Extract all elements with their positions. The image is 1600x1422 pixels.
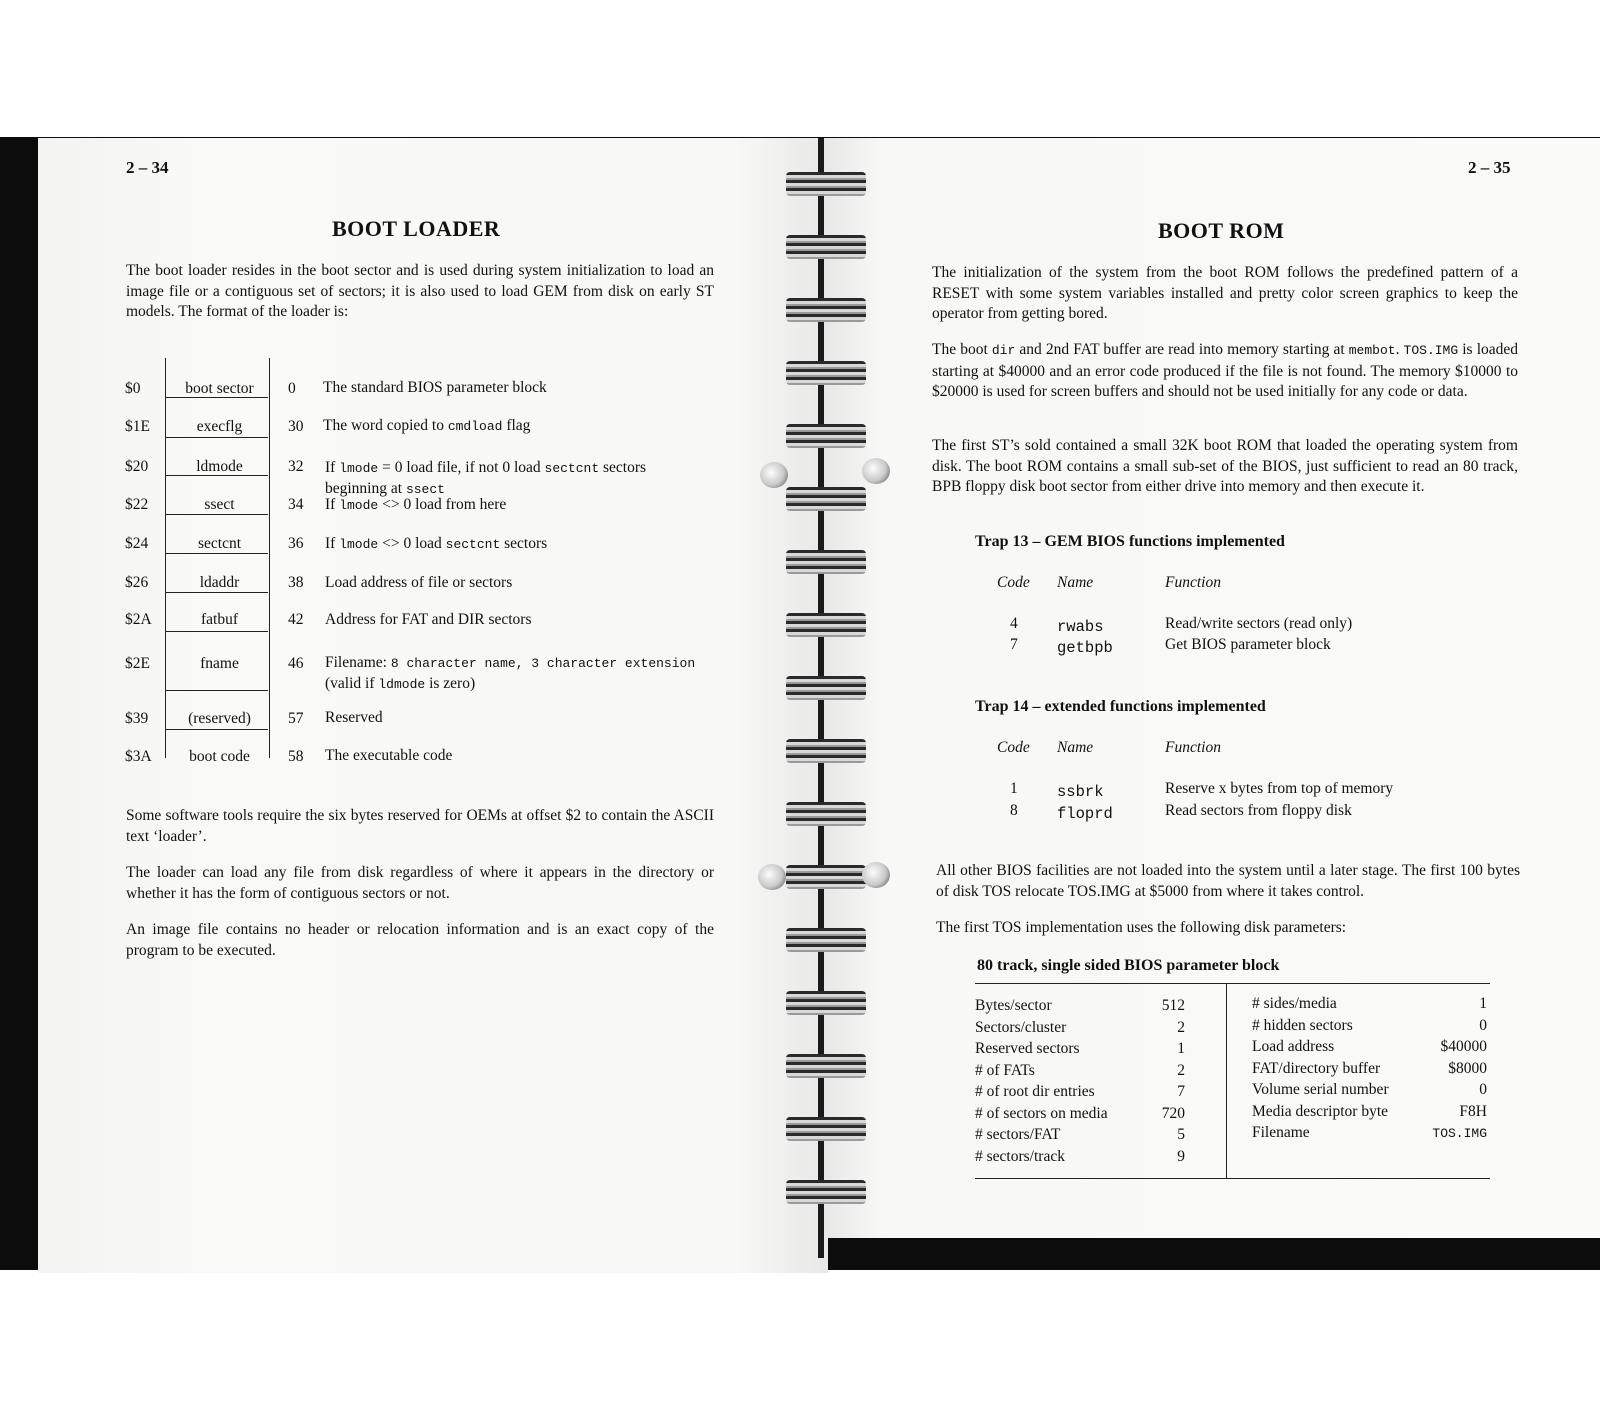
table-row (125, 645, 725, 692)
desc-code: 8 character name, 3 character extension (390, 656, 696, 671)
row-offset: $22 (125, 496, 149, 513)
spiral-coil (786, 550, 866, 574)
desc-code: sectcnt (544, 461, 600, 476)
bpb-label: # of sectors on media (975, 1104, 1108, 1122)
spiral-coil (786, 172, 866, 196)
spiral-coil (786, 928, 866, 952)
para-code: TOS.IMG (1403, 343, 1459, 358)
bpb-heading: 80 track, single sided BIOS parameter block (977, 957, 1280, 974)
desc-code: cmdload (447, 419, 503, 434)
trap14-function-name: floprd (1057, 805, 1113, 823)
boot-loader-intro: The boot loader resides in the boot sector and is used during system initialization to load an image file or a contiguous set of sectors; it is also used to load GEM from disk on early ST models. The format of the loader is: (126, 262, 714, 320)
para-code: dir (991, 343, 1016, 358)
bpb-value: 1 (1479, 995, 1487, 1012)
page-number-right: 2 – 35 (1468, 158, 1511, 177)
bpb-value: 2 (1177, 1018, 1185, 1036)
spiral-coil (786, 1117, 866, 1141)
desc-text: <> 0 load from here (378, 496, 507, 513)
para-text: is loaded starting at $40000 and an error code produced if the file is not found. The memory $10000 to $20000 is used for screen buffers and should not be used initially for any code or data. (932, 341, 1519, 400)
table-row (125, 740, 725, 778)
spiral-coil (786, 1054, 866, 1078)
spiral-coil (786, 487, 866, 511)
trap13-header-function: Function (1165, 574, 1221, 591)
bpb-param (1252, 995, 1487, 1017)
bpb-param (975, 1040, 1185, 1062)
oem-paragraph: Some software tools require the six bytes reserved for OEMs at offset $2 to contain the ASCII text ‘loader’. (126, 807, 714, 845)
binding-hole (862, 862, 890, 888)
spiral-coil (786, 361, 866, 385)
table-row (125, 702, 725, 740)
row-description (325, 495, 725, 516)
desc-text: flag (502, 417, 531, 434)
binding-hole (862, 458, 890, 484)
bpb-param (975, 1062, 1185, 1084)
row-offset: $26 (125, 574, 149, 591)
row-field-name: ldaddr (199, 574, 240, 591)
desc-code: ldmode (378, 677, 426, 692)
row-decimal: 34 (288, 496, 304, 513)
desc-text: Filename: (325, 654, 391, 671)
row-offset: $39 (125, 710, 149, 727)
row-offset: $20 (125, 458, 149, 475)
bpb-value: 7 (1177, 1083, 1185, 1100)
bpb-param (975, 1126, 1185, 1148)
spiral-coil (786, 676, 866, 700)
para-text: The boot (932, 341, 992, 358)
row-field-name: boot sector (185, 380, 254, 397)
desc-text: sectors (500, 535, 548, 552)
bpb-value: 5 (1177, 1126, 1185, 1143)
table-row (125, 488, 725, 526)
bpb-bottom-rule (975, 1178, 1490, 1179)
boot-rom-paragraph-1: The initialization of the system from the boot ROM follows the predefined pattern of a RESET with some system variables installed and pretty color screen graphics to keep the operator from getting bored. (932, 264, 1518, 322)
row-decimal: 58 (288, 748, 304, 765)
desc-text: is zero) (425, 675, 476, 692)
trap13-code: 7 (1010, 636, 1018, 653)
image-file-paragraph: An image file contains no header or relocation information and is an exact copy of the program to be executed. (126, 921, 714, 959)
desc-code: lmode (339, 461, 379, 476)
bpb-param (975, 1019, 1185, 1041)
row-field-name: fname (200, 655, 239, 672)
spiral-coil (786, 865, 866, 889)
row-offset: $2E (125, 655, 150, 672)
boot-rom-paragraph-3: The first ST’s sold contained a small 32K boot ROM that loaded the operating system from disk. The boot ROM contains a small sub-set of the BIOS, just sufficient to read an 80 track, BPB floppy disk boot sector from either drive into memory and then execute it. (932, 437, 1518, 495)
table-row (125, 603, 725, 641)
bpb-value: TOS.IMG (1432, 1126, 1487, 1141)
trap14-header-code: Code (997, 739, 1030, 756)
bpb-value: 0 (1479, 1081, 1487, 1098)
bpb-value: 720 (1161, 1104, 1185, 1122)
desc-code: lmode (339, 537, 379, 552)
desc-text: (valid if (325, 675, 379, 692)
bpb-value: 9 (1177, 1147, 1185, 1165)
spiral-coil (786, 739, 866, 763)
spiral-coil (786, 298, 866, 322)
bpb-label: # sectors/track (975, 1147, 1065, 1165)
desc-text: If (325, 535, 340, 552)
binding-hole (760, 462, 788, 488)
trap14-function-desc: Reserve x bytes from top of memory (1165, 780, 1394, 797)
bpb-param (1252, 1017, 1487, 1039)
table-row (125, 372, 725, 410)
bpb-label: Load address (1252, 1038, 1335, 1055)
row-decimal: 32 (288, 458, 304, 475)
desc-text: If (325, 459, 340, 476)
bpb-param (975, 1083, 1185, 1105)
bpb-label: # of root dir entries (975, 1083, 1095, 1100)
bpb-label: # of FATs (975, 1061, 1035, 1079)
bios-facilities-paragraph: All other BIOS facilities are not loaded into the system until a later stage. The first 100 bytes of disk TOS relocate TOS.IMG at $5000 from where it takes control. (936, 862, 1520, 900)
trap13-header-code: Code (997, 574, 1030, 591)
row-decimal: 38 (288, 574, 304, 591)
desc-code: lmode (339, 498, 379, 513)
trap13-function-desc: Get BIOS parameter block (1165, 636, 1331, 653)
trap14-heading: Trap 14 – extended functions implemented (975, 698, 1266, 715)
spiral-coil (786, 613, 866, 637)
bpb-value: $40000 (1440, 1038, 1487, 1055)
row-field-name: sectcnt (197, 535, 242, 552)
table-row (125, 450, 725, 497)
para-text: and 2nd FAT buffer are read into memory starting at (1015, 341, 1349, 358)
row-description: The standard BIOS parameter block (323, 379, 547, 396)
bpb-param (975, 1105, 1185, 1127)
bpb-value: 2 (1177, 1061, 1185, 1079)
desc-text: <> 0 load (378, 535, 446, 552)
row-offset: $0 (125, 380, 141, 397)
bpb-param (1252, 1060, 1487, 1082)
trap13-header-name: Name (1057, 574, 1094, 591)
trap13-code: 4 (1010, 615, 1018, 632)
desc-code: ssect (405, 482, 445, 497)
desc-text: beginning at (325, 480, 406, 497)
row-offset: $2A (125, 611, 152, 628)
bpb-param (1252, 1103, 1487, 1125)
bpb-label: Sectors/cluster (975, 1018, 1067, 1036)
row-description: Address for FAT and DIR sectors (325, 611, 532, 628)
trap13-function-name: getbpb (1057, 639, 1113, 657)
bpb-label: # sides/media (1252, 995, 1337, 1012)
scan-margin (0, 1270, 1600, 1422)
row-offset: $3A (125, 748, 152, 765)
bpb-param (975, 1148, 1185, 1170)
row-offset: $24 (125, 535, 149, 552)
spiral-coil (786, 424, 866, 448)
bpb-value: F8H (1459, 1102, 1487, 1120)
bpb-param (1252, 1124, 1487, 1146)
row-description: Reserved (325, 709, 383, 726)
bpb-value: 512 (1161, 997, 1185, 1014)
bpb-param (1252, 1081, 1487, 1103)
row-field-name: (reserved) (188, 710, 251, 727)
row-decimal: 57 (288, 710, 304, 727)
bpb-label: FAT/directory buffer (1252, 1059, 1381, 1077)
spiral-coil (786, 1180, 866, 1204)
trap14-code: 1 (1010, 780, 1018, 797)
desc-text: If (325, 496, 340, 513)
desc-code: sectcnt (445, 537, 501, 552)
trap13-function-name: rwabs (1057, 618, 1104, 636)
trap13-function-desc: Read/write sectors (read only) (1165, 615, 1353, 632)
desc-text: = 0 load file, if not 0 load (378, 459, 545, 476)
row-description (325, 653, 745, 695)
trap14-function-name: ssbrk (1057, 783, 1104, 801)
bpb-param (1252, 1038, 1487, 1060)
row-decimal: 46 (288, 655, 304, 672)
row-decimal: 36 (288, 535, 304, 552)
row-field-name: execflg (196, 418, 243, 435)
disk-parameters-intro: The first TOS implementation uses the following disk parameters: (936, 919, 1347, 936)
table-row (125, 527, 725, 565)
row-description: Load address of file or sectors (325, 574, 513, 591)
bpb-right-column (1252, 995, 1487, 1146)
bpb-label: Filename (1252, 1124, 1310, 1141)
trap14-header-name: Name (1057, 739, 1094, 756)
trap14-function-desc: Read sectors from floppy disk (1165, 802, 1352, 819)
para-code: membot (1348, 343, 1396, 358)
bpb-top-rule (975, 983, 1490, 984)
table-row (125, 566, 725, 604)
bpb-label: # hidden sectors (1252, 1016, 1353, 1034)
trap14-code: 8 (1010, 802, 1018, 819)
row-offset: $1E (125, 418, 150, 435)
row-description (323, 416, 723, 437)
bpb-param (975, 997, 1185, 1019)
binding-hole (758, 864, 786, 890)
spiral-coil (786, 235, 866, 259)
spiral-coil (786, 802, 866, 826)
row-decimal: 0 (288, 380, 296, 397)
row-field-name: fatbuf (200, 611, 238, 628)
bpb-value: $8000 (1448, 1059, 1487, 1077)
para-text: . (1395, 341, 1404, 358)
row-field-name: boot code (189, 748, 250, 765)
row-field-name: ssect (204, 496, 235, 513)
bpb-label: Bytes/sector (975, 997, 1052, 1014)
trap13-heading: Trap 13 – GEM BIOS functions implemented (975, 533, 1285, 550)
bpb-left-column (975, 997, 1185, 1169)
row-description (325, 534, 725, 555)
row-field-name: ldmode (196, 458, 243, 475)
row-description: The executable code (325, 747, 453, 764)
bpb-value: 0 (1479, 1016, 1487, 1034)
desc-text: sectors (599, 459, 647, 476)
bpb-label: # sectors/FAT (975, 1126, 1061, 1143)
desc-text: The word copied to (323, 417, 448, 434)
loader-paragraph: The loader can load any file from disk regardless of where it appears in the directory or whether it has the form of contiguous sectors or not. (126, 864, 714, 902)
row-decimal: 42 (288, 611, 304, 628)
boot-rom-paragraph-2 (932, 340, 1518, 403)
table-divider (165, 690, 268, 691)
bpb-label: Volume serial number (1252, 1081, 1389, 1098)
spiral-coil (786, 991, 866, 1015)
bpb-value: 1 (1177, 1040, 1185, 1057)
table-row (125, 410, 725, 448)
bpb-label: Reserved sectors (975, 1040, 1080, 1057)
trap14-header-function: Function (1165, 739, 1221, 756)
row-decimal: 30 (288, 418, 304, 435)
section-title-boot-loader: BOOT LOADER (332, 216, 501, 241)
section-title-boot-rom: BOOT ROM (1158, 218, 1285, 243)
bpb-label: Media descriptor byte (1252, 1102, 1389, 1120)
page-number-left: 2 – 34 (126, 158, 169, 177)
bpb-column-divider (1226, 983, 1227, 1179)
